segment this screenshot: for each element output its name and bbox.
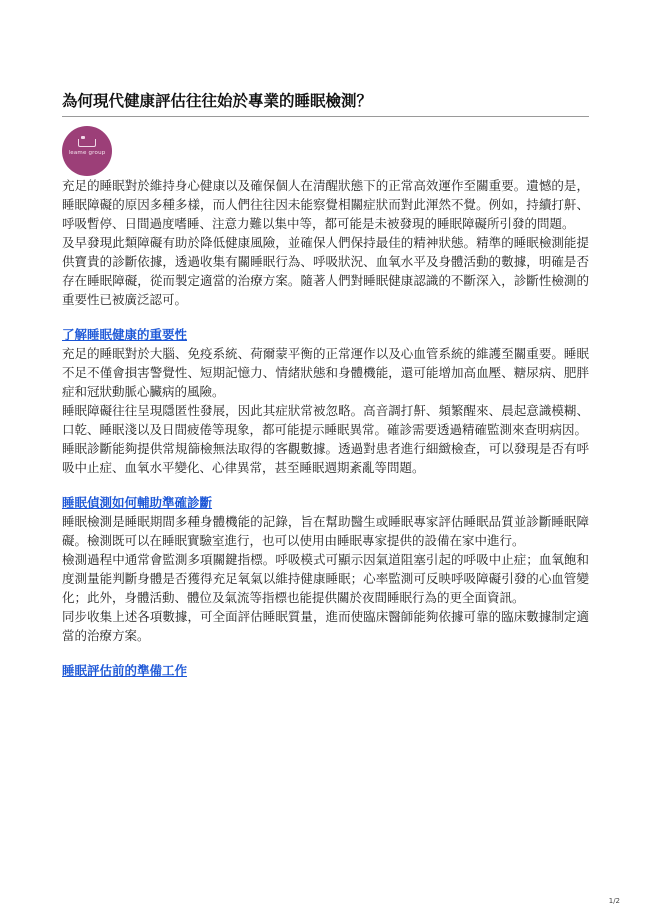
section-2-paragraph-2: 檢測過程中通常會監測多項關鍵指標。呼吸模式可顯示因氣道阻塞引起的呼吸中止症；血氧飽和度測量能判斷身體是否獲得充足氧氣以維持健康睡眠；心率監測可反映呼吸障礙引發的心血管變化；此外，身體活動、體位及氣流等指標也能提供關於夜間睡眠行為的更全面資訊。 — [62, 552, 589, 605]
intro-paragraph-2: 及早發現此類障礙有助於降低健康風險，並確保人們保持最佳的精神狀態。精準的睡眠檢測能提供寶貴的診斷依據，透過收集有關睡眠行為、呼吸狀況、血氧水平及身體活動的數據，明確是否存在睡眠障礙，從而製定適當的治療方案。隨著人們對睡眠健康認識的不斷深入，診斷性檢測的重要性已被廣泛認可。 — [62, 235, 589, 307]
section-1-paragraph-3: 睡眠診斷能夠提供常規篩檢無法取得的客觀數據。透過對患者進行細緻檢查，可以發現是否有呼吸中止症、血氧水平變化、心律異常，甚至睡眠週期紊亂等問題。 — [62, 441, 589, 475]
page-number: 1/2 — [608, 897, 620, 905]
section-1-paragraph-2: 睡眠障礙往往呈現隱匿性發展，因此其症狀常被忽略。高音調打鼾、頻繁醒來、晨起意識模糊、口乾、睡眠淺以及日間疲倦等現象，都可能提示睡眠異常。確診需要透過精確監測來查明病因。 — [62, 403, 589, 437]
page-title: 為何現代健康評估往往始於專業的睡眠檢測？ — [62, 90, 589, 117]
company-logo — [62, 126, 112, 176]
section-2-paragraph-1: 睡眠檢測是睡眠期間多種身體機能的記錄，旨在幫助醫生或睡眠專家評估睡眠品質並診斷睡眠障礙。檢測既可以在睡眠實驗室進行，也可以使用由睡眠專家提供的設備在家中進行。 — [62, 514, 589, 548]
section-heading-link-importance[interactable]: 了解睡眠健康的重要性 — [62, 327, 188, 342]
section-1-paragraph-1: 充足的睡眠對於大腦、免疫系統、荷爾蒙平衡的正常運作以及心血管系統的維護至關重要。睡眠不足不僅會損害警覺性、短期記憶力、情緒狀態和身體機能，還可能增加高血壓、糖尿病、肥胖症和冠狀動脈心臟病的風險。 — [62, 346, 589, 399]
logo-text: leame group — [68, 150, 106, 156]
bed-icon — [78, 139, 96, 147]
section-heading-link-detection[interactable]: 睡眠偵測如何輔助準確診斷 — [62, 495, 213, 510]
section-heading-link-preparation[interactable]: 睡眠評估前的準備工作 — [62, 663, 188, 678]
intro-paragraph-1: 充足的睡眠對於維持身心健康以及確保個人在清醒狀態下的正常高效運作至關重要。遺憾的是，睡眠障礙的原因多種多樣，而人們往往因未能察覺相關症狀而對此渾然不覺。例如，持續打鼾、呼吸暫停、日間過度嗜睡、注意力難以集中等，都可能是未被發現的睡眠障礙所引發的問題。 — [62, 178, 589, 231]
document-page — [62, 90, 589, 680]
section-2-paragraph-3: 同步收集上述各項數據，可全面評估睡眠質量，進而使臨床醫師能夠依據可靠的臨床數據制定適當的治療方案。 — [62, 609, 589, 643]
